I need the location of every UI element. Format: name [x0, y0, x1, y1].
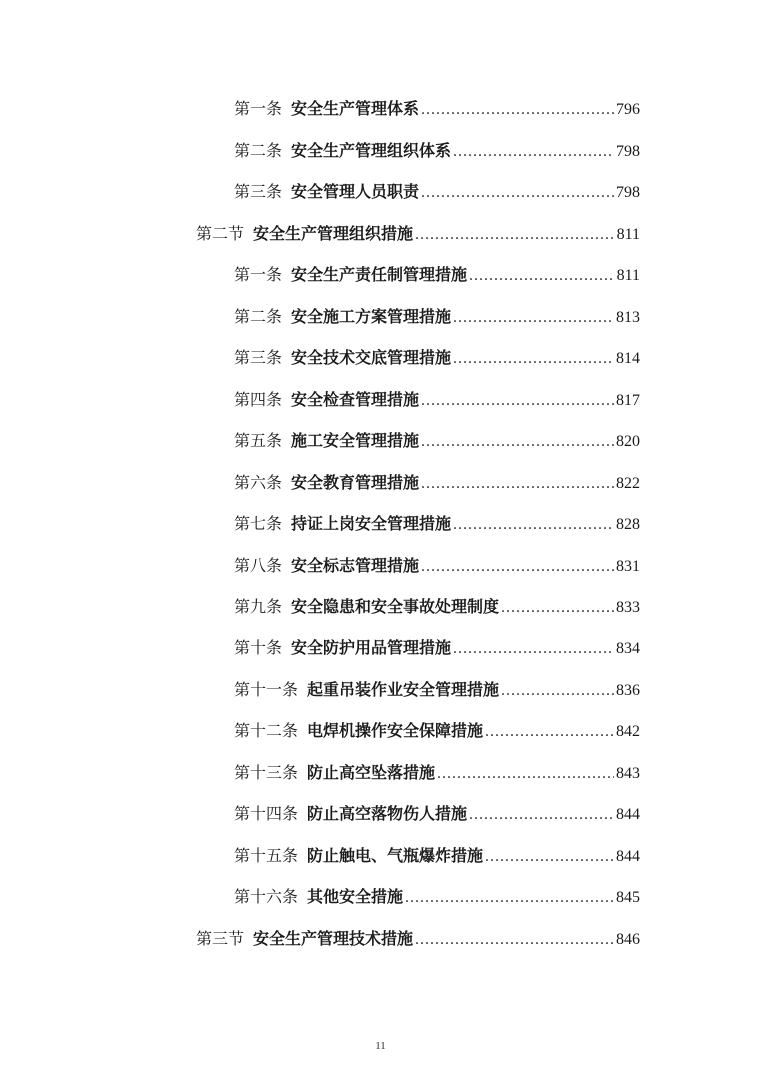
toc-entry[interactable] [234, 595, 640, 619]
toc-entry-title: 施工安全管理措施 [291, 431, 420, 450]
toc-entry-label: 第一条 [234, 265, 283, 284]
toc-entry[interactable] [234, 388, 640, 412]
toc-entry-page: 796 [616, 101, 640, 118]
toc-entry-page: 846 [616, 931, 640, 948]
toc-entry-label: 第十一条 [234, 680, 299, 699]
toc-entry-label: 第十三条 [234, 763, 299, 782]
toc-dot-leader [453, 513, 614, 537]
toc-entry[interactable] [234, 885, 640, 909]
toc-entry-section[interactable] [196, 222, 640, 246]
toc-entry-title: 电焊机操作安全保障措施 [307, 721, 484, 740]
toc-entry-page: 845 [616, 889, 640, 906]
toc-entry-title: 安全技术交底管理措施 [291, 348, 452, 367]
toc-entry-title: 安全生产管理组织体系 [291, 141, 452, 160]
toc-entry[interactable] [234, 471, 640, 495]
toc-dot-leader [421, 555, 614, 579]
toc-entry-title: 安全生产管理技术措施 [253, 929, 414, 948]
toc-entry-label: 第二条 [234, 141, 283, 160]
toc-dot-leader [415, 223, 615, 247]
toc-entry-page: 831 [616, 558, 640, 575]
toc-entry-page: 836 [616, 682, 640, 699]
toc-entry-title: 安全管理人员职责 [291, 182, 420, 201]
toc-entry-title: 安全隐患和安全事故处理制度 [291, 597, 500, 616]
toc-entry[interactable] [234, 263, 640, 287]
toc-entry-page: 798 [616, 184, 640, 201]
toc-dot-leader [485, 845, 614, 869]
toc-entry[interactable] [234, 139, 640, 163]
toc-entry-title: 安全生产责任制管理措施 [291, 265, 468, 284]
toc-entry[interactable] [234, 719, 640, 743]
toc-dot-leader [485, 720, 614, 744]
toc-entry-page: 811 [616, 267, 640, 284]
toc-entry-label: 第二条 [234, 307, 283, 326]
toc-entry-title: 安全防护用品管理措施 [291, 638, 452, 657]
toc-dot-leader [405, 886, 614, 910]
toc-entry-title: 安全检查管理措施 [291, 390, 420, 409]
toc-entry-title: 安全标志管理措施 [291, 556, 420, 575]
toc-entry-title: 防止高空坠落措施 [307, 763, 436, 782]
toc-entry-title: 防止高空落物伤人措施 [307, 804, 468, 823]
toc-dot-leader [453, 306, 614, 330]
toc-entry-label: 第九条 [234, 597, 283, 616]
toc-entry-title: 安全教育管理措施 [291, 473, 420, 492]
toc-entry[interactable] [234, 305, 640, 329]
toc-entry[interactable] [234, 429, 640, 453]
toc-entry-page: 844 [616, 806, 640, 823]
toc-entry-title: 安全生产管理体系 [291, 99, 420, 118]
toc-entry[interactable] [234, 802, 640, 826]
toc-entry[interactable] [234, 346, 640, 370]
toc-dot-leader [421, 181, 614, 205]
toc-dot-leader [421, 472, 614, 496]
toc-entry-label: 第二节 [196, 224, 245, 243]
toc-entry-title: 防止触电、气瓶爆炸措施 [307, 846, 484, 865]
toc-entry-page: 798 [616, 143, 640, 160]
toc-entry-label: 第三节 [196, 929, 245, 948]
toc-dot-leader [469, 803, 614, 827]
toc-dot-leader [415, 928, 614, 952]
toc-dot-leader [501, 596, 614, 620]
toc-entry-page: 822 [616, 475, 640, 492]
toc-entry-label: 第六条 [234, 473, 283, 492]
toc-dot-leader [501, 679, 614, 703]
toc-entry-page: 817 [616, 392, 640, 409]
toc-entry[interactable] [234, 678, 640, 702]
toc-entry-title: 安全施工方案管理措施 [291, 307, 452, 326]
toc-entry-title: 起重吊装作业安全管理措施 [307, 680, 500, 699]
toc-entry-page: 811 [616, 226, 640, 243]
toc-entry-label: 第一条 [234, 99, 283, 118]
toc-entry-page: 813 [616, 309, 640, 326]
toc-dot-leader [421, 98, 614, 122]
toc-entry-label: 第十五条 [234, 846, 299, 865]
toc-entry-page: 843 [616, 765, 640, 782]
toc-dot-leader [421, 430, 614, 454]
toc-dot-leader [453, 637, 614, 661]
toc-entry-label: 第十二条 [234, 721, 299, 740]
toc-entry-title: 持证上岗安全管理措施 [291, 514, 452, 533]
page-number: 11 [375, 1040, 386, 1052]
toc-entry-page: 814 [616, 350, 640, 367]
toc-entry-label: 第三条 [234, 182, 283, 201]
toc-dot-leader [421, 389, 614, 413]
toc-entry[interactable] [234, 97, 640, 121]
toc-entry[interactable] [234, 844, 640, 868]
toc-entry-label: 第十四条 [234, 804, 299, 823]
toc-entry-page: 833 [616, 599, 640, 616]
toc-entry-title: 其他安全措施 [307, 887, 404, 906]
toc-entry-page: 842 [616, 723, 640, 740]
toc-entry[interactable] [234, 636, 640, 660]
toc-dot-leader [469, 264, 615, 288]
toc-entry[interactable] [234, 761, 640, 785]
toc-entry-section[interactable] [196, 927, 640, 951]
toc-entry-page: 828 [616, 516, 640, 533]
toc-entry[interactable] [234, 554, 640, 578]
toc-dot-leader [453, 140, 614, 164]
toc-entry-page: 844 [616, 848, 640, 865]
toc-entry-label: 第三条 [234, 348, 283, 367]
toc-entry-page: 820 [616, 433, 640, 450]
toc-entry[interactable] [234, 512, 640, 536]
toc-entry-label: 第十条 [234, 638, 283, 657]
toc-entry-label: 第七条 [234, 514, 283, 533]
toc-dot-leader [437, 762, 614, 786]
toc-entry[interactable] [234, 180, 640, 204]
toc-entry-title: 安全生产管理组织措施 [253, 224, 414, 243]
toc-entry-label: 第八条 [234, 556, 283, 575]
toc-entry-label: 第五条 [234, 431, 283, 450]
toc-entry-label: 第四条 [234, 390, 283, 409]
toc-entry-page: 834 [616, 640, 640, 657]
toc-dot-leader [453, 347, 614, 371]
toc-entry-label: 第十六条 [234, 887, 299, 906]
